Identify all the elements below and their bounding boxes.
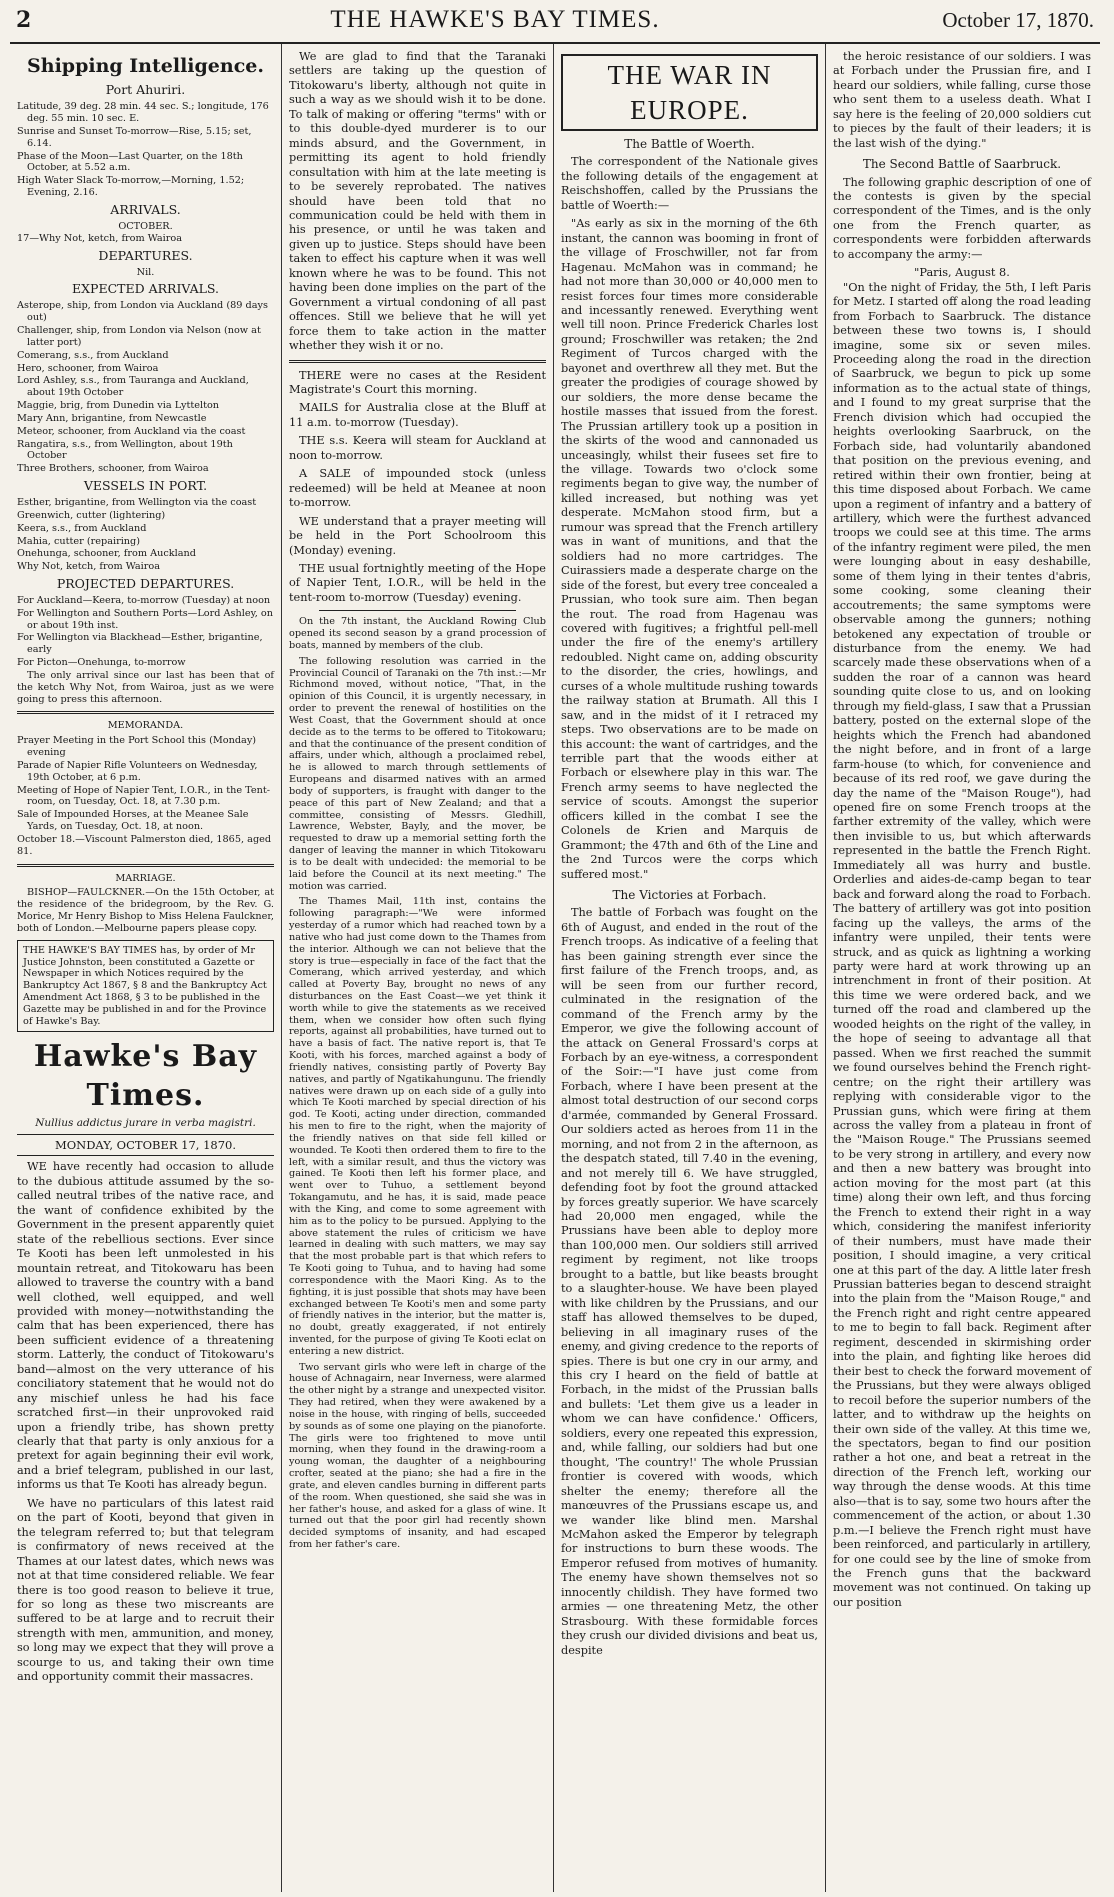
paragraph: THERE were no cases at the Resident Magistrate's Court this morning. [289, 368, 546, 396]
issue-date: October 17, 1870. [942, 8, 1094, 32]
port-info [17, 101, 274, 199]
list-item: Maggie, brig, from Dunedin via Lyttelton [17, 400, 220, 412]
list-item: Keera, s.s., from Auckland [17, 522, 147, 534]
list-item: For Picton—Onehunga, to-morrow [17, 657, 186, 669]
list-item: Nil. [136, 266, 155, 278]
paragraph: WE understand that a prayer meeting will be held in the Port Schoolroom this (Monday) evening. [289, 514, 546, 557]
departures-heading: DEPARTURES. [98, 247, 193, 263]
divider [289, 360, 546, 363]
list-item: Parade of Napier Rifle Volunteers on Wednesday, 19th October, at 6 p.m. [17, 759, 258, 783]
paragraph: "As early as six in the morning of the 6th instant, the cannon was booming in front of the village of Froschwiller, not far from Hagenau. McMahon was in command; he had not more than 30,000 or 40,000 men to resist forces four times more considerable and incessantly renewed. Everything went well till noon. Prince Frederick Charles lost ground; Froschwiller was retaken; the 2nd Regiment of Turcos charged with the bayonet and overthrew all they met. But the greater the prodigies of courage showed by our soldiers, the more dense became the hostile masses that issued from the forest. The Prussian artillery took up a position in the skirts of the wood and cannonaded us unceasingly, whilst their fusees set fire to the village. Towards two o'clock some regiments began to give way, the number of killed increased, but nothing was yet desperate. McMahon stood firm, but a rumour was spread that the French artillery was in want of munitions, and that the soldiers had no more cartridges. The Cuirassiers made a desperate charge on the side of the forest, but every tree concealed a Prussian, who took sure aim. Then began the rout. The road from Hagenau was covered with fugitives; a frightful pell-mell under the fire of the enemy's artillery redoubled. Night came on, adding obscurity to the disorder, the cries, howlings, and curses of a whole multitude rushing towards the railway station at Brumath. All this I saw, and in the midst of it I retraced my steps. Two observations are to be made on this account: the want of cartridges, and the terrible part that the woods either at Forbach or elsewhere play in this war. The French army seems to have neglected the service of scouts. Amongst the superior officers killed in the combat I see the Colonels de Krien and Marquis de Grammont; the 47th and 6th of the Line and the 2nd Turcos were the corps which suffered most." [561, 217, 818, 881]
paragraph: The following resolution was carried in the Provincial Council of Taranaki on the 7th inst.:—Mr Richmond moved, without notice, "That, in the opinion of this Council, it is urgently necessary, in order to prevent the renewal of hostilities on the West Coast, that the Government should at once decide as to the terms to be offered to Titokowaru; and that the continuance of the present condition of affairs, under which, although a proclaimed rebel, he is allowed to march through settlements of Europeans and disarmed natives with an armed body of supporters, is fraught with danger to the peace of this part of New Zealand; and that a committee, consisting of Messrs. Gledhill, Lawrence, Webster, Bayly, and the mover, be requested to draw up a memorial setting forth the danger of leaving the manner in which Titokowaru is to be dealt with undecided: the memorial to be laid before the Council at its next meeting." The motion was carried. [289, 655, 546, 892]
arrivals-heading: ARRIVALS. [110, 201, 181, 217]
column-3 [554, 44, 826, 1892]
paragraph: Two servant girls who were left in charge of the house of Achnagairn, near Inverness, were alarmed the other night by a strange and unexpected visitor. They had retired, when they were awakened by a noise in the house, with ringing of bells, succeeded by sounds as of some one playing on the pianoforte. The girls were too frightened to move until morning, when they found in the drawing-room a young woman, the daughter of a neighbouring crofter, seated at the piano; she had a fire in the grate, and eleven candles burning in different parts of the room. When questioned, she said she was in her father's house, and asked for a glass of wine. It turned out that the poor girl had recently shown decided symptoms of insanity, and had escaped from her father's care. [289, 1361, 546, 1551]
shipping-heading: Shipping Intelligence. [27, 55, 264, 77]
port-name: Port Ahuriri. [105, 82, 186, 98]
list-item: Sunrise and Sunset To-morrow—Rise, 5.15; set, 6.14. [17, 125, 252, 149]
paragraph: On the 7th instant, the Auckland Rowing Club opened its second season by a grand procession of boats, manned by members of the club. [289, 616, 546, 651]
columns [10, 44, 1100, 1892]
expected-list [17, 300, 274, 475]
list-item: Comerang, s.s., from Auckland [17, 349, 169, 361]
list-item: Onehunga, schooner, from Auckland [17, 548, 196, 560]
list-item: Phase of the Moon—Last Quarter, on the 18th October, at 5.52 a.m. [17, 150, 243, 174]
list-item: For Wellington via Blackhead—Esther, brigantine, early [17, 632, 263, 656]
list-item: Why Not, ketch, from Wairoa [17, 561, 160, 573]
paragraph: MAILS for Australia close at the Bluff at 11 a.m. to-morrow (Tuesday). [289, 401, 546, 429]
divider [319, 610, 516, 611]
saarbruck-intro: The following graphic description of one of the contests is given by the special correspondent of the Times, and is the only one from the French quarter, as correspondents were forbidden afterwards to accompany the army:— [833, 175, 1091, 261]
marriage-text: BISHOP—FAULCKNER.—On the 15th October, at the residence of the bridegroom, by the Rev. G. Morice, Mr Henry Bishop to Miss Helena Faulckner, both of London.—Melbourne papers please copy. [17, 887, 274, 934]
anniversary: October 18.—Viscount Palmerston died, 1865, aged 81. [17, 833, 272, 857]
expected-heading: EXPECTED ARRIVALS. [72, 281, 219, 297]
forbach-article [561, 906, 818, 1658]
list-item: 17—Why Not, ketch, from Wairoa [17, 232, 182, 244]
list-item: Rangatira, s.s., from Wellington, about 19th October [17, 438, 233, 462]
leader-date: MONDAY, OCTOBER 17, 1870. [17, 1135, 274, 1157]
shipping-note: The only arrival since our last has been that of the ketch Why Not, from Wairoa, just as we were going to press this afternoon. [17, 669, 274, 705]
memoranda-heading: MEMORANDA. [107, 720, 184, 732]
column-4 [826, 44, 1098, 1892]
arrivals-month: OCTOBER. [118, 220, 173, 232]
list-item: Sale of Impounded Horses, at the Meanee Sale Yards, on Tuesday, Oct. 18, at noon. [17, 809, 249, 833]
paragraph: The Thames Mail, 11th inst, contains the following paragraph:—"We were informed yesterday of a rumor which had reached town by a native who had just come down to the Thames from the interior. Although we can not believe that the story is true—especially in face of the fact that the Comerang, which arrived yesterday, and which called at Poverty Bay, brought no news of any disturbances on the East Coast—we yet think it worth while to give the statements as we received them, when we consider how often such flying reports, against all probabilities, have turned out to have a basis of fact. The native report is, that Te Kooti, with his forces, marched against a body of friendly natives, consisting partly of Poverty Bay natives, and partly of Ngatikahungunu. The friendly natives were drawn up on each side of a gully into which Te Kooti marched by special direction of his god. Te Kooti, acting under direction, commanded his men to fire to the right, when the majority of the friendly natives on that side fell killed or wounded. Te Kooti then ordered them to fire to the left, with a similar result, and thus the victory was gained. Te Kooti then left his former place, and went over to Tuhuo, a settlement beyond Tokangamutu, and he has, it is said, made peace with the King, and come to some agreement with him as to the policy to be pursued. Applying to the above statement the rules of criticism we have learned in dealing with such matters, we may say that the most probable part is that which refers to Te Kooti going to Tuhua, and to having had some correspondence with the Maori King. As to the fighting, it is just possible that shots may have been exchanged between Te Kooti's men and some party of friendly natives in the interior, but the matter is, no doubt, greatly exaggerated, if not entirely invented, for the purpose of giving Te Kooti eclat on entering a new district. [289, 896, 546, 1357]
paragraph: We have no particulars of this latest raid on the part of Kooti, beyond that given in the telegram referred to; but that telegram is confirmatory of news received at the Thames at our latest dates, which news was not at that time considered reliable. We fear there is too good reason to believe it true, for so long as these two miscreants are suffered to be at large and to recruit their strength with men, ammunition, and money, so long may we expect that they will prove a scourge to us, and taking their own time and opportunity commit their massacres. [17, 1496, 274, 1684]
list-item: Prayer Meeting in the Port School this (Monday) evening [17, 735, 257, 759]
paragraph: WE have recently had occasion to allude to the dubious attitude assumed by the so-called neutral tribes of the native race, and the want of confidence exhibited by the Government in the present apparently quiet state of the rebellious sections. Ever since Te Kooti has been left unmolested in his mountain retreat, and Titokowaru has been allowed to traverse the country with a band well clothed, well equipped, and well provided with money—notwithstanding the calm that has been experienced, there has been sufficient evidence of a threatening storm. Latterly, the conduct of Titokowaru's band—almost on the very utterance of his conciliatory statement that he would not do any mischief unless he had his face scratched first—in their unprovoked raid upon a friendly tribe, has shown pretty clearly that that party is only anxious for a pretext for again beginning their evil work, and a brief telegram, published in our last, informs us that Te Kooti has already begun. [17, 1160, 274, 1492]
war-heading: THE WAR IN EUROPE. [561, 54, 818, 131]
in-port-list [17, 497, 274, 573]
woerth-article [561, 155, 818, 882]
list-item: Greenwich, cutter (lightering) [17, 509, 166, 521]
leader-article [17, 1160, 274, 1684]
list-item: Meeting of Hope of Napier Tent, I.O.R., in the Tent-room, on Tuesday, Oct. 18, at 7.30 p.m. [17, 784, 271, 808]
forbach-continued: the heroic resistance of our soldiers. I was at Forbach under the Prussian fire, and I heard our soldiers, while falling, curse those who sent them to a useless death. What I say here is the feeling of 20,000 soldiers cut to pieces by the fault of their leaders; it is the last wish of the dying." [833, 50, 1091, 150]
list-item: Esther, brigantine, from Wellington via the coast [17, 497, 257, 509]
marriage-heading: MARRIAGE. [115, 872, 176, 884]
list-item: Mahia, cutter (repairing) [17, 535, 141, 547]
paragraph: "On the night of Friday, the 5th, I left Paris for Metz. I started off along the road leading from Forbach to Saarbruck. The distance between these two towns is, I should imagine, some six or seven miles. Proceeding along the road in the direction of Saarbruck, we begun to pick up some information as to the actual state of things, and I found to my great surprise that the French division which had occupied the heights overlooking Saarbruck, on the Forbach side, had voluntarily abandoned that position on the previous evening, and retired within their own frontier, being at this time disposed about Forbach. We came upon a regiment of infantry and a battery of artillery, which were the furthest advanced troops we could see at this time. The arms of the infantry regiment were piled, the men were lounging about in easy deshabille, some of them lying in their tentes d'abris, some cooking, some cleaning their accoutrements; the same symptoms were observable among the gunners; nothing betokened any expectation of trouble or disturbance from the enemy. We had scarcely made these observations when of a sudden the roar of a cannon was heard sounding quite close to us, and on looking through my field-glass, I saw that a Prussian battery, posted on the external slope of the heights which the French had abandoned the night before, and in front of a large farm-house (to which, for convenience and because of its red roof, we gave during the day the name of the "Maison Rouge"), had opened fire on some French troops at the farther extremity of the valley, which were then invisible to us, but which afterwards represented in the battle the French Right. Immediately all was hurry and bustle. Orderlies and aides-de-camp began to tear back and forward along the road to Forbach. The battery of artillery was got into position facing up the valleys, the arms of the infantry were unpiled, their tents were struck, and as quick as lightning a working party were hard at work throwing up an intrenchment in front of their position. At this time we were ordered back, and we turned off the road and clambered up the wooded heights on the right of the valley, in the hope of seeing to advantage all that passed. When we first reached the summit we found ourselves behind the French right-centre; on the right their artillery was replying with considerable vigor to the Prussian guns, which were firing at them across the valley from a plateau in front of the "Maison Rouge." The Prussians seemed to be very strong in artillery, and every now and then a new battery was brought into action moving for the most part (at this time) along their own left, and thus forcing the French to extend their right in a way which, considering the manifest inferiority of their numbers, must have made their position, I should imagine, a very critical one at this part of the day. A little later fresh Prussian batteries began to descend straight into the plain from the "Maison Rouge," and the French right and right centre appeared to me to begin to fall back. Regiment after regiment, descended in skirmishing order into the plain, and fighting like heroes did their best to check the forward movement of the Prussians, but they were always obliged to recoil before the superior numbers of the latter, and to withdraw up the heights on their own side of the valley. At this time we, the spectators, began to find our position rather a hot one, and beat a retreat in the direction of the French left, working our way through the dense woods. At this time also—that is to say, some two hours after the commencement of the action, or about 1.30 p.m.—I believe the French right must have been reinforced, and particularly in artillery, for one could see by the line of smoke from the French guns that the backward movement was not continued. On taking up our position [833, 280, 1091, 1609]
paper-title: Hawke's Bay Times. [33, 1039, 258, 1113]
list-item: Lord Ashley, s.s., from Tauranga and Auckland, about 19th October [17, 375, 249, 399]
saarbruck-article [833, 281, 1091, 1611]
memoranda-list [17, 735, 274, 833]
divider [17, 711, 274, 714]
list-item: Latitude, 39 deg. 28 min. 44 sec. S.; longitude, 176 deg. 55 min. 10 sec. E. [17, 101, 269, 125]
paragraph: A SALE of impounded stock (unless redeemed) will be held at Meanee at noon to-morrow. [289, 467, 546, 510]
divider [17, 864, 274, 867]
masthead [10, 6, 1100, 44]
projected-list [17, 595, 274, 669]
list-item: For Auckland—Keera, to-morrow (Tuesday) at noon [17, 594, 271, 606]
saarbruck-dateline: "Paris, August 8. [914, 266, 1010, 280]
list-item: Asterope, ship, from London via Auckland (89 days out) [17, 300, 268, 324]
list-item: For Wellington and Southern Ports—Lord Ashley, on or about 19th inst. [17, 607, 274, 631]
page-number: 2 [16, 7, 32, 33]
list-item: Mary Ann, brigantine, from Newcastle [17, 412, 207, 424]
list-item: High Water Slack To-morrow,—Morning, 1.52; Evening, 2.16. [17, 175, 245, 199]
paragraph: The correspondent of the Nationale gives the following details of the engagement at Reischshoffen, called by the Prussians the battle of Woerth:— [561, 155, 818, 212]
paragraph: The battle of Forbach was fought on the 6th of August, and ended in the rout of the French troops. As indicative of a feeling that has been gaining strength ever since the first failure of the French troops, and, as will be seen from our further record, culminated in the resignation of the command of the French army by the Emperor, we give the following account of the attack on General Frossard's corps at Forbach by an eye-witness, a correspondent of the Soir:—"I have just come from Forbach, where I have been present at the almost total destruction of our second corps d'armée, commanded by General Frossard. Our soldiers acted as heroes from 11 in the morning, and not from 2 in the afternoon, as the despatch stated, till 7.40 in the evening, and not merely till 6. We have struggled, defending foot by foot the ground attacked by forces greatly superior. We have scarcely had 20,000 men engaged, while the Prussians have been able to deploy more than 100,000 men. Our soldiers still arrived regiment by regiment, not like troops brought to a battle, but like beasts brought to a slaughter-house. We have been played with like children by the Prussians, and our staff has allowed themselves to be duped, believing in all imaginary ruses of the enemy, and giving credence to the reports of spies. There is but one cry in our army, and this cry I heard on the field of battle at Forbach, in the midst of the Prussian balls and bullets: 'Let them give us a leader in whom we can have confidence.' Officers, soldiers, every one repeated this expression, and, while falling, our soldiers had but one thought, 'The country!' The whole Prussian frontier is covered with woods, which shelter the enemy; therefore all the manœuvres of the Prussians escape us, and we wander like blind men. Marshal McMahon asked the Emperor by telegraph for instructions to burn these woods. The Emperor refused from motives of humanity. The enemy have shown themselves not so innocently childish. They have formed two armies — one threatening Metz, the other Strasbourg. With these formidable forces they crush our divided divisions and beat us, despite [561, 906, 818, 1657]
list-item: Meteor, schooner, from Auckland via the coast [17, 425, 246, 437]
newspaper-title: THE HAWKE'S BAY TIMES. [330, 6, 660, 33]
local-items [289, 369, 546, 606]
paragraph: We are glad to find that the Taranaki settlers are taking up the question of Titokowaru's liberty, although not quite in such a way as we should wish it to be done. To talk of making or offering "terms" with or to this double-dyed murderer is to our minds absurd, and the Government, in permitting its agent to hold friendly consultation with him at the late meeting is to be severely reprobated. The natives should have been told that no communication could be held with them in his presence, or until he was taken and given up to justice. Steps should have been taken to effect his capture when it was well known where he was to be found. This not having been done implies on the part of the Government a virtual condoning of all past offences. Still we believe that he will yet force them to take action in the matter whether they wish it or no. [289, 50, 546, 353]
taranaki-article [289, 50, 546, 354]
list-item: Hero, schooner, from Wairoa [17, 362, 159, 374]
paragraph: THE s.s. Keera will steam for Auckland at noon to-morrow. [289, 434, 546, 462]
gazette-notice: THE HAWKE'S BAY TIMES has, by order of Mr Justice Johnston, been constituted a Gazette or Newspaper in which Notices required by the Bankruptcy Act 1867, § 8 and the Bankruptcy Act Amendment Act 1868, § 3 to be published in the Gazette may be published in and for the Province of Hawke's Bay. [17, 940, 274, 1033]
motto: Nullius addictus jurare in verba magistri. [17, 1117, 274, 1134]
small-items [289, 616, 546, 1551]
paragraph: THE usual fortnightly meeting of the Hope of Napier Tent, I.O.R., will be held in the tent-room to-morrow (Tuesday) evening. [289, 561, 546, 604]
projected-heading: PROJECTED DEPARTURES. [56, 575, 235, 591]
departures-list [17, 267, 274, 279]
list-item: Challenger, ship, from London via Nelson (now at latter port) [17, 325, 261, 348]
column-1 [10, 44, 282, 1892]
saarbruck-title: The Second Battle of Saarbruck. [862, 157, 1062, 172]
column-2 [282, 44, 554, 1892]
in-port-heading: VESSELS IN PORT. [83, 478, 208, 494]
arrivals-list [17, 233, 274, 245]
woerth-title: The Battle of Woerth. [624, 137, 755, 152]
list-item: Three Brothers, schooner, from Wairoa [17, 463, 209, 475]
forbach-title: The Victories at Forbach. [612, 888, 767, 903]
